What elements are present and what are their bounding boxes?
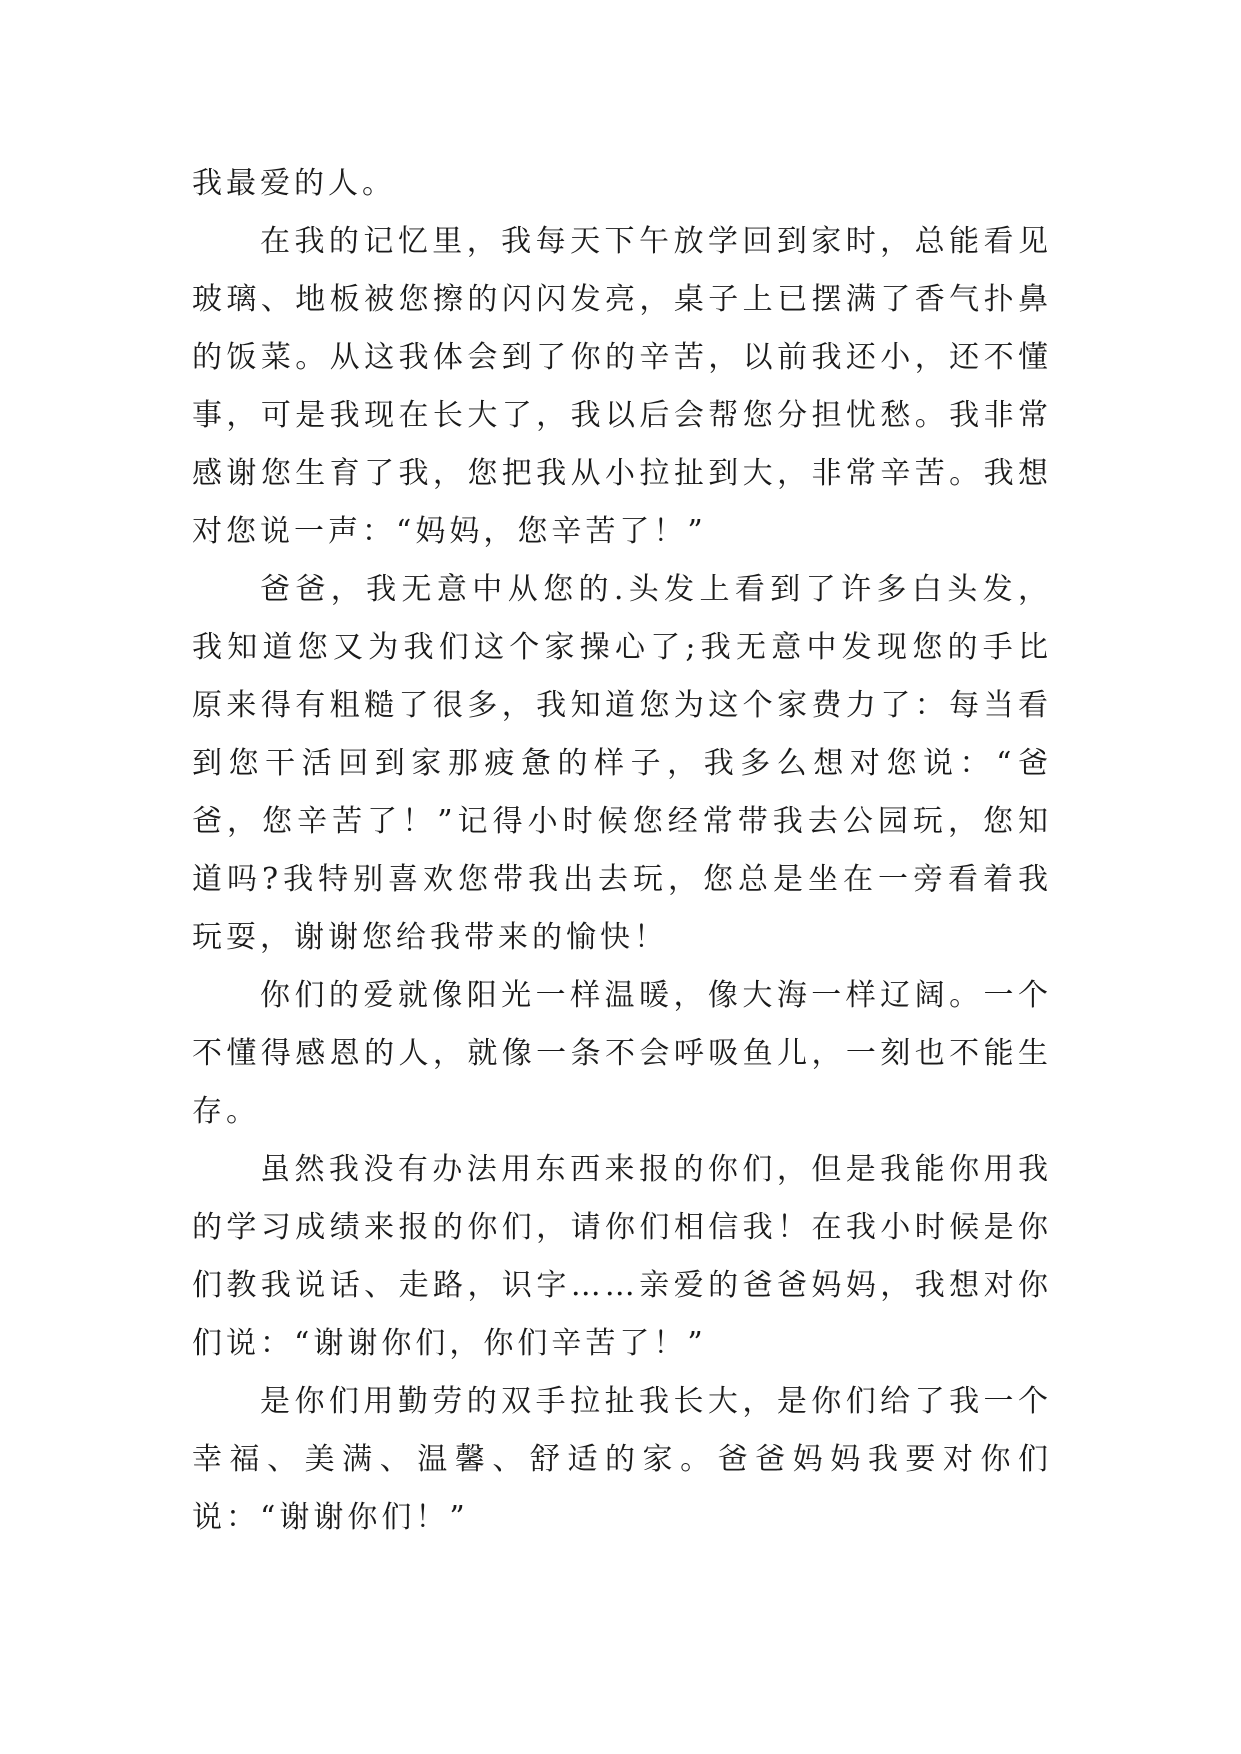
paragraph-love: 你们的爱就像阳光一样温暖，像大海一样辽阔。一个不懂得感恩的人，就像一条不会呼吸鱼儿，一刻也不能生存。 — [192, 978, 1052, 1129]
paragraph-mother: 在我的记忆里，我每天下午放学回到家时，总能看见玻璃、地板被您擦的闪闪发亮，桌子上已摆满了香气扑鼻的饭菜。从这我体会到了你的辛苦，以前我还小，还不懂事，可是我现在长大了，我以后会帮您分担忧愁。我非常感谢您生育了我，您把我从小拉扯到大，非常辛苦。我想对您说一声：“妈妈，您辛苦了！” — [192, 224, 1052, 549]
document-body — [192, 155, 1052, 1547]
paragraph-continued: 我最爱的人。 — [192, 166, 396, 201]
paragraph-father: 爸爸，我无意中从您的.头发上看到了许多白头发，我知道您又为我们这个家操心了;我无意中发现您的手比原来得有粗糙了很多，我知道您为这个家费力了：每当看到您干活回到家那疲惫的样子，我多么想对您说：“爸爸，您辛苦了！”记得小时候您经常带我去公园玩，您知道吗?我特别喜欢您带我出去玩，您总是坐在一旁看着我玩耍，谢谢您给我带来的愉快！ — [192, 572, 1052, 955]
paragraph-repay: 虽然我没有办法用东西来报的你们，但是我能你用我的学习成绩来报的你们，请你们相信我！在我小时候是你们教我说话、走路，识字……亲爱的爸爸妈妈，我想对你们说：“谢谢你们，你们辛苦了！” — [192, 1152, 1052, 1361]
paragraph-thanks: 是你们用勤劳的双手拉扯我长大，是你们给了我一个幸福、美满、温馨、舒适的家。爸爸妈妈我要对你们说：“谢谢你们！” — [192, 1384, 1052, 1535]
